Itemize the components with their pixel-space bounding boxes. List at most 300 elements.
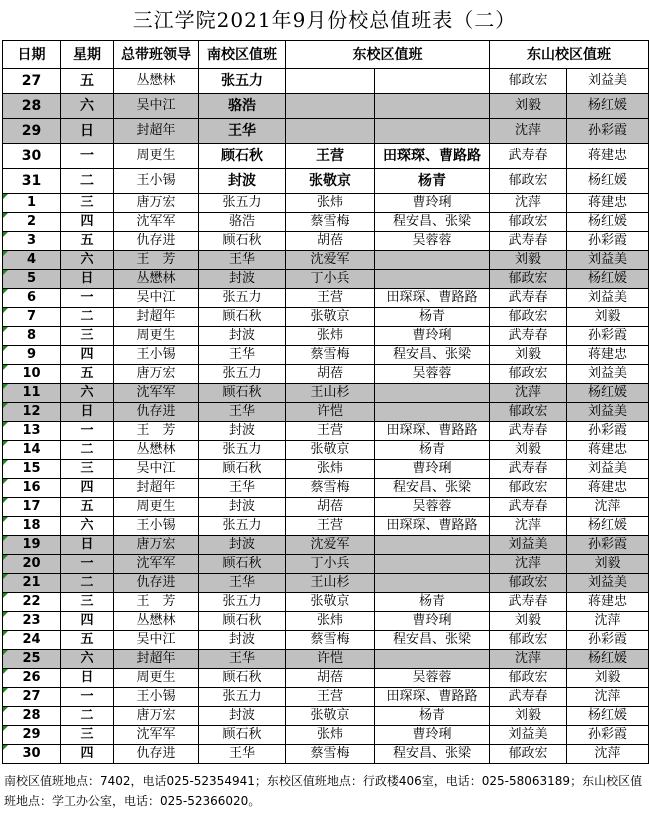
table-row (3, 346, 649, 365)
cell-dongshan-2: 孙彩霞 (567, 536, 649, 555)
cell-leader: 丛懋林 (114, 69, 199, 94)
comment-marker-icon (3, 574, 8, 579)
table-row (3, 327, 649, 346)
cell-leader: 周更生 (114, 498, 199, 517)
date-text: 17 (22, 499, 41, 514)
cell-weekday: 日 (61, 119, 114, 144)
cell-south-campus: 王华 (199, 650, 286, 669)
cell-east-campus-2: 杨青 (375, 593, 490, 612)
cell-east-campus-1: 王营 (286, 688, 375, 707)
cell-east-campus-1: 王营 (286, 517, 375, 536)
date-text: 10 (22, 366, 41, 381)
cell-dongshan-2: 蒋建忠 (567, 479, 649, 498)
cell-dongshan-2: 沈萍 (567, 498, 649, 517)
cell-dongshan-1: 沈萍 (490, 650, 567, 669)
cell-east-campus-2 (375, 251, 490, 270)
table-row (3, 517, 649, 536)
cell-dongshan-1: 刘毅 (490, 346, 567, 365)
cell-south-campus: 骆浩 (199, 213, 286, 232)
cell-weekday: 三 (61, 593, 114, 612)
cell-south-campus: 张五力 (199, 593, 286, 612)
cell-date (3, 650, 61, 669)
cell-dongshan-1: 沈萍 (490, 384, 567, 403)
table-row (3, 479, 649, 498)
cell-leader: 吴中江 (114, 94, 199, 119)
cell-weekday: 一 (61, 555, 114, 574)
cell-date (3, 688, 61, 707)
cell-east-campus-2: 曹玲琍 (375, 194, 490, 213)
cell-weekday: 五 (61, 232, 114, 251)
cell-dongshan-2: 蒋建忠 (567, 144, 649, 169)
cell-weekday: 六 (61, 384, 114, 403)
date-text: 25 (22, 651, 41, 666)
cell-weekday: 日 (61, 403, 114, 422)
table-row (3, 213, 649, 232)
cell-weekday: 日 (61, 270, 114, 289)
date-text: 6 (26, 290, 37, 305)
cell-south-campus: 骆浩 (199, 94, 286, 119)
cell-dongshan-2: 蒋建忠 (567, 194, 649, 213)
header-east-campus: 东校区值班 (286, 41, 490, 69)
cell-dongshan-1: 刘毅 (490, 251, 567, 270)
cell-dongshan-1: 武寿春 (490, 688, 567, 707)
date-text: 27 (22, 689, 41, 704)
cell-date (3, 479, 61, 498)
cell-date (3, 232, 61, 251)
cell-south-campus: 封波 (199, 422, 286, 441)
cell-leader: 封超年 (114, 308, 199, 327)
cell-east-campus-2: 吴蓉蓉 (375, 498, 490, 517)
cell-leader: 仇存进 (114, 574, 199, 593)
cell-east-campus-1: 张敬京 (286, 441, 375, 460)
cell-east-campus-1: 沈爱军 (286, 536, 375, 555)
cell-dongshan-2: 刘毅 (567, 308, 649, 327)
cell-date (3, 441, 61, 460)
cell-weekday: 五 (61, 69, 114, 94)
date-text: 30 (21, 148, 42, 164)
cell-date (3, 498, 61, 517)
cell-leader: 沈军军 (114, 726, 199, 745)
cell-south-campus: 封波 (199, 498, 286, 517)
cell-dongshan-1: 郁政宏 (490, 631, 567, 650)
cell-leader: 沈军军 (114, 555, 199, 574)
cell-weekday: 二 (61, 169, 114, 194)
table-row (3, 270, 649, 289)
cell-dongshan-1: 郁政宏 (490, 574, 567, 593)
cell-dongshan-2: 蒋建忠 (567, 593, 649, 612)
date-text: 26 (22, 670, 41, 685)
cell-east-campus-2 (375, 650, 490, 669)
cell-south-campus: 王华 (199, 403, 286, 422)
cell-date (3, 631, 61, 650)
cell-south-campus: 封波 (199, 536, 286, 555)
comment-marker-icon (3, 536, 8, 541)
table-row (3, 169, 649, 194)
comment-marker-icon (3, 688, 8, 693)
cell-weekday: 六 (61, 94, 114, 119)
cell-date (3, 669, 61, 688)
cell-east-campus-2: 程安昌、张梁 (375, 631, 490, 650)
cell-weekday: 三 (61, 726, 114, 745)
date-text: 20 (22, 556, 41, 571)
cell-dongshan-1: 武寿春 (490, 289, 567, 308)
cell-dongshan-2: 沈萍 (567, 745, 649, 764)
table-row (3, 707, 649, 726)
table-row (3, 94, 649, 119)
cell-dongshan-1: 武寿春 (490, 144, 567, 169)
date-text: 21 (22, 575, 41, 590)
cell-south-campus: 封波 (199, 327, 286, 346)
cell-east-campus-2 (375, 270, 490, 289)
date-text: 31 (21, 173, 42, 189)
cell-south-campus: 封波 (199, 169, 286, 194)
cell-date (3, 384, 61, 403)
comment-marker-icon (3, 384, 8, 389)
date-text: 13 (22, 423, 41, 438)
table-row (3, 144, 649, 169)
table-row (3, 441, 649, 460)
cell-dongshan-1: 郁政宏 (490, 745, 567, 764)
cell-dongshan-2: 杨红媛 (567, 94, 649, 119)
cell-dongshan-1: 刘毅 (490, 441, 567, 460)
comment-marker-icon (3, 327, 8, 332)
comment-marker-icon (3, 213, 8, 218)
cell-dongshan-2: 杨红媛 (567, 384, 649, 403)
cell-east-campus-2 (375, 69, 490, 94)
comment-marker-icon (3, 707, 8, 712)
cell-dongshan-1: 沈萍 (490, 517, 567, 536)
table-row (3, 593, 649, 612)
cell-weekday: 四 (61, 479, 114, 498)
cell-dongshan-2: 蒋建忠 (567, 346, 649, 365)
cell-south-campus: 张五力 (199, 441, 286, 460)
cell-south-campus: 顾石秋 (199, 232, 286, 251)
cell-south-campus: 顾石秋 (199, 555, 286, 574)
cell-weekday: 一 (61, 289, 114, 308)
comment-marker-icon (3, 726, 8, 731)
cell-weekday: 四 (61, 213, 114, 232)
header-south-campus: 南校区值班 (199, 41, 286, 69)
cell-east-campus-1 (286, 69, 375, 94)
cell-east-campus-1: 王营 (286, 289, 375, 308)
comment-marker-icon (3, 593, 8, 598)
cell-east-campus-2: 曹玲琍 (375, 726, 490, 745)
cell-leader: 周更生 (114, 327, 199, 346)
cell-leader: 仇存进 (114, 403, 199, 422)
header-weekday: 星期 (61, 41, 114, 69)
cell-date (3, 251, 61, 270)
table-row (3, 194, 649, 213)
cell-south-campus: 封波 (199, 270, 286, 289)
cell-date (3, 346, 61, 365)
cell-date (3, 555, 61, 574)
cell-dongshan-1: 刘毅 (490, 94, 567, 119)
cell-weekday: 三 (61, 460, 114, 479)
table-row (3, 555, 649, 574)
cell-dongshan-1: 郁政宏 (490, 365, 567, 384)
cell-leader: 丛懋林 (114, 612, 199, 631)
cell-east-campus-1: 胡蓓 (286, 365, 375, 384)
cell-weekday: 四 (61, 612, 114, 631)
cell-east-campus-1: 张炜 (286, 612, 375, 631)
table-row (3, 232, 649, 251)
cell-date (3, 707, 61, 726)
cell-east-campus-2: 杨青 (375, 707, 490, 726)
date-text: 27 (21, 73, 42, 89)
cell-south-campus: 王华 (199, 119, 286, 144)
cell-weekday: 六 (61, 251, 114, 270)
cell-weekday: 三 (61, 194, 114, 213)
cell-south-campus: 张五力 (199, 688, 286, 707)
cell-east-campus-1: 胡蓓 (286, 232, 375, 251)
cell-leader: 周更生 (114, 144, 199, 169)
cell-dongshan-2: 刘毅 (567, 669, 649, 688)
cell-leader: 丛懋林 (114, 270, 199, 289)
cell-weekday: 二 (61, 574, 114, 593)
comment-marker-icon (3, 232, 8, 237)
cell-weekday: 二 (61, 308, 114, 327)
cell-date (3, 574, 61, 593)
cell-east-campus-2: 杨青 (375, 308, 490, 327)
cell-dongshan-1: 刘益美 (490, 726, 567, 745)
cell-east-campus-1: 丁小兵 (286, 270, 375, 289)
cell-east-campus-1: 胡蓓 (286, 669, 375, 688)
cell-date (3, 726, 61, 745)
date-text: 3 (26, 233, 37, 248)
cell-east-campus-2 (375, 403, 490, 422)
cell-east-campus-2: 田琛琛、曹路路 (375, 517, 490, 536)
table-row (3, 631, 649, 650)
cell-leader: 唐万宏 (114, 365, 199, 384)
cell-leader: 仇存进 (114, 232, 199, 251)
cell-dongshan-1: 郁政宏 (490, 69, 567, 94)
cell-date (3, 144, 61, 169)
comment-marker-icon (3, 422, 8, 427)
cell-east-campus-2: 吴蓉蓉 (375, 365, 490, 384)
cell-east-campus-2: 田琛琛、曹路路 (375, 289, 490, 308)
cell-dongshan-2: 刘益美 (567, 251, 649, 270)
cell-east-campus-1: 张炜 (286, 194, 375, 213)
table-row (3, 289, 649, 308)
comment-marker-icon (3, 669, 8, 674)
date-text: 15 (22, 461, 41, 476)
cell-weekday: 二 (61, 707, 114, 726)
cell-south-campus: 顾石秋 (199, 384, 286, 403)
cell-south-campus: 封波 (199, 631, 286, 650)
header-dongshan-campus: 东山校区值班 (490, 41, 649, 69)
cell-east-campus-1: 蔡雪梅 (286, 479, 375, 498)
cell-dongshan-1: 沈萍 (490, 194, 567, 213)
comment-marker-icon (3, 441, 8, 446)
cell-date (3, 517, 61, 536)
cell-date (3, 289, 61, 308)
date-text: 28 (22, 708, 41, 723)
cell-leader: 仇存进 (114, 745, 199, 764)
table-row (3, 745, 649, 764)
comment-marker-icon (3, 479, 8, 484)
comment-marker-icon (3, 631, 8, 636)
cell-dongshan-2: 沈萍 (567, 688, 649, 707)
table-row (3, 650, 649, 669)
cell-east-campus-1: 张炜 (286, 726, 375, 745)
cell-date (3, 169, 61, 194)
cell-dongshan-2: 刘益美 (567, 365, 649, 384)
date-text: 9 (26, 347, 37, 362)
cell-dongshan-1: 武寿春 (490, 327, 567, 346)
cell-east-campus-1: 沈爱军 (286, 251, 375, 270)
date-text: 4 (26, 252, 37, 267)
cell-leader: 封超年 (114, 650, 199, 669)
cell-leader: 封超年 (114, 119, 199, 144)
date-text: 5 (26, 271, 37, 286)
date-text: 29 (22, 727, 41, 742)
cell-east-campus-1 (286, 119, 375, 144)
comment-marker-icon (3, 650, 8, 655)
cell-dongshan-1: 郁政宏 (490, 308, 567, 327)
cell-east-campus-2: 程安昌、张梁 (375, 213, 490, 232)
cell-east-campus-2: 曹玲琍 (375, 460, 490, 479)
table-row (3, 69, 649, 94)
table-row (3, 498, 649, 517)
table-row (3, 726, 649, 745)
cell-leader: 唐万宏 (114, 707, 199, 726)
cell-dongshan-2: 孙彩霞 (567, 232, 649, 251)
cell-dongshan-2: 杨红媛 (567, 270, 649, 289)
comment-marker-icon (3, 612, 8, 617)
cell-weekday: 一 (61, 422, 114, 441)
cell-east-campus-2: 曹玲琍 (375, 327, 490, 346)
cell-east-campus-1: 王山杉 (286, 384, 375, 403)
table-row (3, 384, 649, 403)
cell-south-campus: 张五力 (199, 365, 286, 384)
cell-weekday: 五 (61, 498, 114, 517)
date-text: 16 (22, 480, 41, 495)
cell-date (3, 745, 61, 764)
cell-weekday: 四 (61, 346, 114, 365)
date-text: 7 (26, 309, 37, 324)
comment-marker-icon (3, 555, 8, 560)
cell-date (3, 612, 61, 631)
cell-south-campus: 张五力 (199, 69, 286, 94)
duty-roster-table (2, 40, 649, 764)
cell-east-campus-2: 程安昌、张梁 (375, 346, 490, 365)
cell-date (3, 365, 61, 384)
table-row (3, 536, 649, 555)
comment-marker-icon (3, 308, 8, 313)
cell-dongshan-1: 沈萍 (490, 555, 567, 574)
cell-south-campus: 王华 (199, 745, 286, 764)
table-row (3, 119, 649, 144)
cell-dongshan-1: 刘毅 (490, 612, 567, 631)
cell-south-campus: 顾石秋 (199, 308, 286, 327)
cell-east-campus-1: 蔡雪梅 (286, 213, 375, 232)
date-text: 11 (22, 385, 41, 400)
roster-body (3, 69, 649, 764)
date-text: 23 (22, 613, 41, 628)
cell-weekday: 五 (61, 365, 114, 384)
table-row (3, 422, 649, 441)
comment-marker-icon (3, 251, 8, 256)
cell-leader: 王 芳 (114, 251, 199, 270)
cell-weekday: 日 (61, 669, 114, 688)
date-text: 12 (22, 404, 41, 419)
cell-weekday: 五 (61, 631, 114, 650)
cell-south-campus: 王华 (199, 479, 286, 498)
header-date: 日期 (3, 41, 61, 69)
table-row (3, 669, 649, 688)
cell-leader: 吴中江 (114, 631, 199, 650)
table-row (3, 251, 649, 270)
cell-weekday: 二 (61, 441, 114, 460)
cell-east-campus-1: 张敬京 (286, 707, 375, 726)
cell-dongshan-1: 武寿春 (490, 232, 567, 251)
comment-marker-icon (3, 745, 8, 750)
cell-weekday: 四 (61, 745, 114, 764)
cell-leader: 丛懋林 (114, 441, 199, 460)
cell-weekday: 六 (61, 517, 114, 536)
cell-east-campus-1: 胡蓓 (286, 498, 375, 517)
table-row (3, 460, 649, 479)
cell-south-campus: 张五力 (199, 289, 286, 308)
cell-dongshan-2: 杨红媛 (567, 707, 649, 726)
cell-south-campus: 顾石秋 (199, 460, 286, 479)
cell-dongshan-1: 刘毅 (490, 707, 567, 726)
page-title: 三江学院2021年9月份校总值班表（二） (132, 8, 517, 32)
cell-east-campus-1: 张炜 (286, 327, 375, 346)
header-row (3, 41, 649, 69)
cell-dongshan-1: 郁政宏 (490, 669, 567, 688)
cell-weekday: 一 (61, 144, 114, 169)
comment-marker-icon (3, 346, 8, 351)
cell-dongshan-1: 武寿春 (490, 498, 567, 517)
cell-date (3, 327, 61, 346)
cell-south-campus: 王华 (199, 574, 286, 593)
cell-south-campus: 封波 (199, 707, 286, 726)
cell-dongshan-1: 沈萍 (490, 119, 567, 144)
cell-dongshan-2: 杨红媛 (567, 169, 649, 194)
cell-date (3, 403, 61, 422)
cell-leader: 唐万宏 (114, 536, 199, 555)
cell-east-campus-1: 王山杉 (286, 574, 375, 593)
cell-south-campus: 顾石秋 (199, 144, 286, 169)
cell-east-campus-1: 王营 (286, 144, 375, 169)
cell-east-campus-2: 程安昌、张梁 (375, 479, 490, 498)
cell-east-campus-2 (375, 536, 490, 555)
date-text: 1 (26, 195, 37, 210)
date-text: 18 (22, 518, 41, 533)
table-row (3, 612, 649, 631)
cell-dongshan-2: 刘益美 (567, 403, 649, 422)
cell-leader: 王小锡 (114, 517, 199, 536)
comment-marker-icon (3, 365, 8, 370)
cell-east-campus-2: 田琛琛、曹路路 (375, 144, 490, 169)
cell-date (3, 308, 61, 327)
cell-weekday: 一 (61, 688, 114, 707)
cell-dongshan-1: 郁政宏 (490, 270, 567, 289)
cell-east-campus-2: 田琛琛、曹路路 (375, 422, 490, 441)
cell-east-campus-1: 张敬京 (286, 308, 375, 327)
date-text: 2 (26, 214, 37, 229)
cell-south-campus: 顾石秋 (199, 726, 286, 745)
cell-leader: 吴中江 (114, 289, 199, 308)
cell-east-campus-1: 张炜 (286, 460, 375, 479)
cell-dongshan-2: 沈萍 (567, 612, 649, 631)
cell-east-campus-2 (375, 555, 490, 574)
cell-south-campus: 张五力 (199, 517, 286, 536)
cell-dongshan-2: 刘益美 (567, 574, 649, 593)
cell-leader: 王小锡 (114, 169, 199, 194)
table-row (3, 688, 649, 707)
